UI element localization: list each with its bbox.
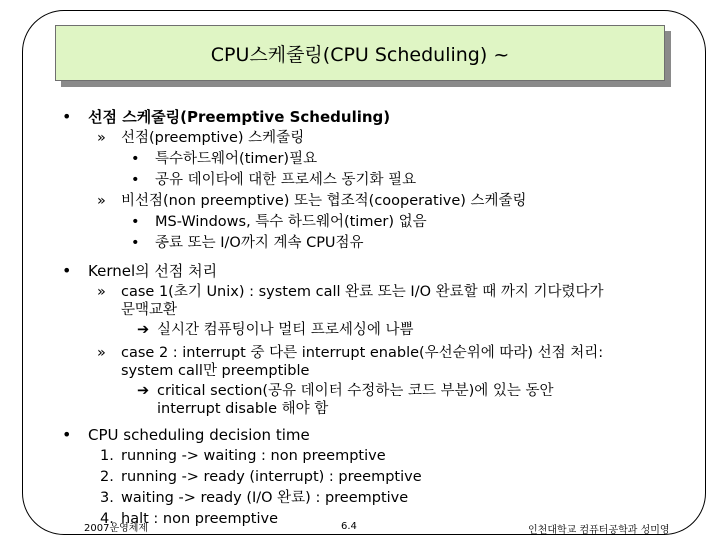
sub-item-preemptive: 선점(preemptive) 스케줄링 xyxy=(121,130,305,146)
case-2-line-1: case 2 : interrupt 중 다른 interrupt enable(우선순위에 따라) 선점 처리: xyxy=(121,345,604,361)
footer-page-number: 6.4 xyxy=(341,521,357,532)
subsub-item-cpu-hold: 종료 또는 I/O까지 계속 CPU점유 xyxy=(155,235,364,251)
slide-title: CPU스케줄링(CPU Scheduling) ~ xyxy=(210,43,510,66)
subsub-marker: • xyxy=(131,214,140,230)
list-number: 4. xyxy=(100,511,114,527)
bullet-marker: • xyxy=(62,107,72,126)
footer-right: 인천대학교 컴퓨터공학과 성미영 xyxy=(528,525,670,536)
bullet-marker: • xyxy=(62,261,72,280)
sub-marker: » xyxy=(97,284,106,300)
bullet-2-text: Kernel의 선점 처리 xyxy=(88,262,218,280)
footer-left: 2007운영체제 xyxy=(84,523,149,534)
subsub-item-windows: MS-Windows, 특수 하드웨어(timer) 없음 xyxy=(155,214,427,230)
bullet-1-text: 선점 스케줄링(Preemptive Scheduling) xyxy=(88,108,391,126)
sub-marker: » xyxy=(97,193,106,209)
list-item: running -> waiting : non preemptive xyxy=(121,448,386,464)
sub-item-non-preemptive: 비선점(non preemptive) 또는 협조적(cooperative) 스케줄링 xyxy=(121,193,527,209)
arrow-icon: ➔ xyxy=(137,383,150,399)
list-number: 3. xyxy=(100,490,114,506)
case-2-note-1: critical section(공유 데이터 수정하는 코드 부분)에 있는 동안 xyxy=(157,383,554,399)
subsub-item-sync: 공유 데이타에 대한 프로세스 동기화 필요 xyxy=(155,172,417,188)
list-item: halt : non preemptive xyxy=(121,511,278,527)
sub-marker: » xyxy=(97,130,106,146)
case-1-line-1: case 1(초기 Unix) : system call 완료 또는 I/O 완료할 때 까지 기다렸다가 xyxy=(121,284,604,300)
subsub-marker: • xyxy=(131,235,140,251)
sub-marker: » xyxy=(97,345,106,361)
case-1-note: 실시간 컴퓨팅이나 멀티 프로세싱에 나쁨 xyxy=(157,322,414,338)
subsub-marker: • xyxy=(131,151,140,167)
list-item: waiting -> ready (I/O 완료) : preemptive xyxy=(121,490,409,506)
list-number: 1. xyxy=(100,448,114,464)
case-2-line-2: system call만 preemptible xyxy=(121,363,310,379)
list-number: 2. xyxy=(100,469,114,485)
case-2-note-2: interrupt disable 해야 함 xyxy=(157,401,329,417)
list-item: running -> ready (interrupt) : preemptive xyxy=(121,469,422,485)
case-1-line-2: 문맥교환 xyxy=(121,302,178,318)
bullet-marker: • xyxy=(62,425,72,444)
arrow-icon: ➔ xyxy=(137,322,150,338)
subsub-item-timer: 특수하드웨어(timer)필요 xyxy=(155,151,318,167)
slide-title-box xyxy=(55,25,665,81)
subsub-marker: • xyxy=(131,172,140,188)
bullet-3-text: CPU scheduling decision time xyxy=(88,426,310,444)
